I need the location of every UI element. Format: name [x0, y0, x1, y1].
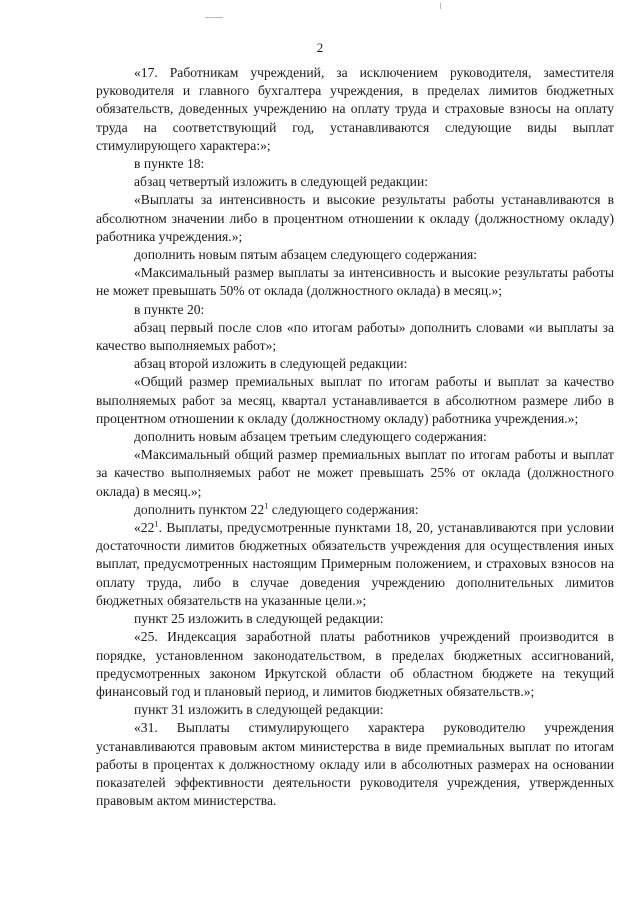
paragraph-second-abzac: абзац второй изложить в следующей редакции:: [134, 356, 408, 372]
paragraph-max-intensity: «Максимальный размер выплаты за интенсивность и высокие результаты работы не может превышать 50% от оклада (должностного оклада) в месяц.»;: [96, 265, 614, 299]
paragraph-point-25-intro: пункт 25 изложить в следующей редакции:: [134, 611, 384, 627]
document-body: [96, 64, 614, 810]
paragraph-intensity-payments: «Выплаты за интенсивность и высокие результаты работы устанавливаются в абсолютном значении либо в процентном отношении к окладу (должностному окладу) работника учреждения.»;: [96, 192, 614, 244]
paragraph-max-total-bonus: «Максимальный общий размер премиальных выплат по итогам работы и выплат за качество выполняемых работ не может превышать 25% от оклада (должностного оклада) в месяц.»;: [96, 447, 614, 499]
add-point-text-before: дополнить пунктом 22: [134, 501, 265, 517]
add-point-text-after: следующего содержания:: [268, 501, 419, 517]
scan-artifact-top-left: [205, 17, 223, 18]
paragraph-add-fifth-abzac: дополнить новым пятым абзацем следующего содержания:: [134, 247, 478, 263]
paragraph-17: «17. Работникам учреждений, за исключением руководителя, заместителя руководителя и главного бухгалтера учреждения, в пределах лимитов бюджетных обязательств, доведенных учреждению на оплату труда и страховые взносы на оплату труда на соответствующий год, устанавливаются следующие виды выплат стимулирующего характера:»;: [96, 65, 614, 153]
paragraph-total-bonus: «Общий размер премиальных выплат по итогам работы и выплат за качество выполняемых работ за месяц, квартал устанавливается в абсолютном размере либо в процентном отношении к окладу (должностному окладу) работника учреждения.»;: [96, 374, 614, 426]
point-22-1-superscript: 1: [154, 518, 159, 529]
add-point-superscript: 1: [264, 500, 269, 511]
paragraph-point-31: «31. Выплаты стимулирующего характера руководителю учреждения устанавливаются правовым актом министерства в виде премиальных выплат по итогам работы в процентах к должностному окладу или в абсолютных размерах на основании показателей эффективности деятельности руководителя учреждения, утвержденных правовым актом министерства.: [96, 720, 614, 809]
paragraph-add-third-abzac: дополнить новым абзацем третьим следующего содержания:: [134, 429, 487, 445]
point-22-1-text-before: «22: [134, 520, 155, 536]
scan-artifact-top-center: [440, 3, 441, 9]
paragraph-in-point-20: в пункте 20:: [134, 301, 205, 317]
paragraph-in-point-18: в пункте 18:: [134, 156, 205, 172]
paragraph-point-22-1: [96, 519, 614, 610]
paragraph-fourth-abzac: абзац четвертый изложить в следующей редакции:: [134, 174, 429, 190]
paragraph-point-25: «25. Индексация заработной платы работников учреждений производится в порядке, установленном законодательством, в пределах бюджетных ассигнований, предусмотренных законом Иркутской области об областном бюджете на текущий финансовый год и плановый период, и лимитов бюджетных обязательств.»;: [96, 629, 614, 699]
paragraph-first-abzac: абзац первый после слов «по итогам работы» дополнить словами «и выплаты за качество выполняемых работ»;: [96, 319, 614, 354]
paragraph-add-point-22-1: [96, 501, 614, 519]
page-number: 2: [316, 40, 324, 55]
point-22-1-text-after: . Выплаты, предусмотренные пунктами 18, 20, устанавливаются при условии достаточности лимитов бюджетных обязательств учреждения для осуществления иных выплат, предусмотренных настоящим Примерным положением, и страховых взносов на оплату труда, либо в случае доведения учреждению дополнительных лимитов бюджетных обязательств на указанные цели.»;: [96, 520, 614, 608]
paragraph-point-31-intro: пункт 31 изложить в следующей редакции:: [134, 702, 384, 718]
